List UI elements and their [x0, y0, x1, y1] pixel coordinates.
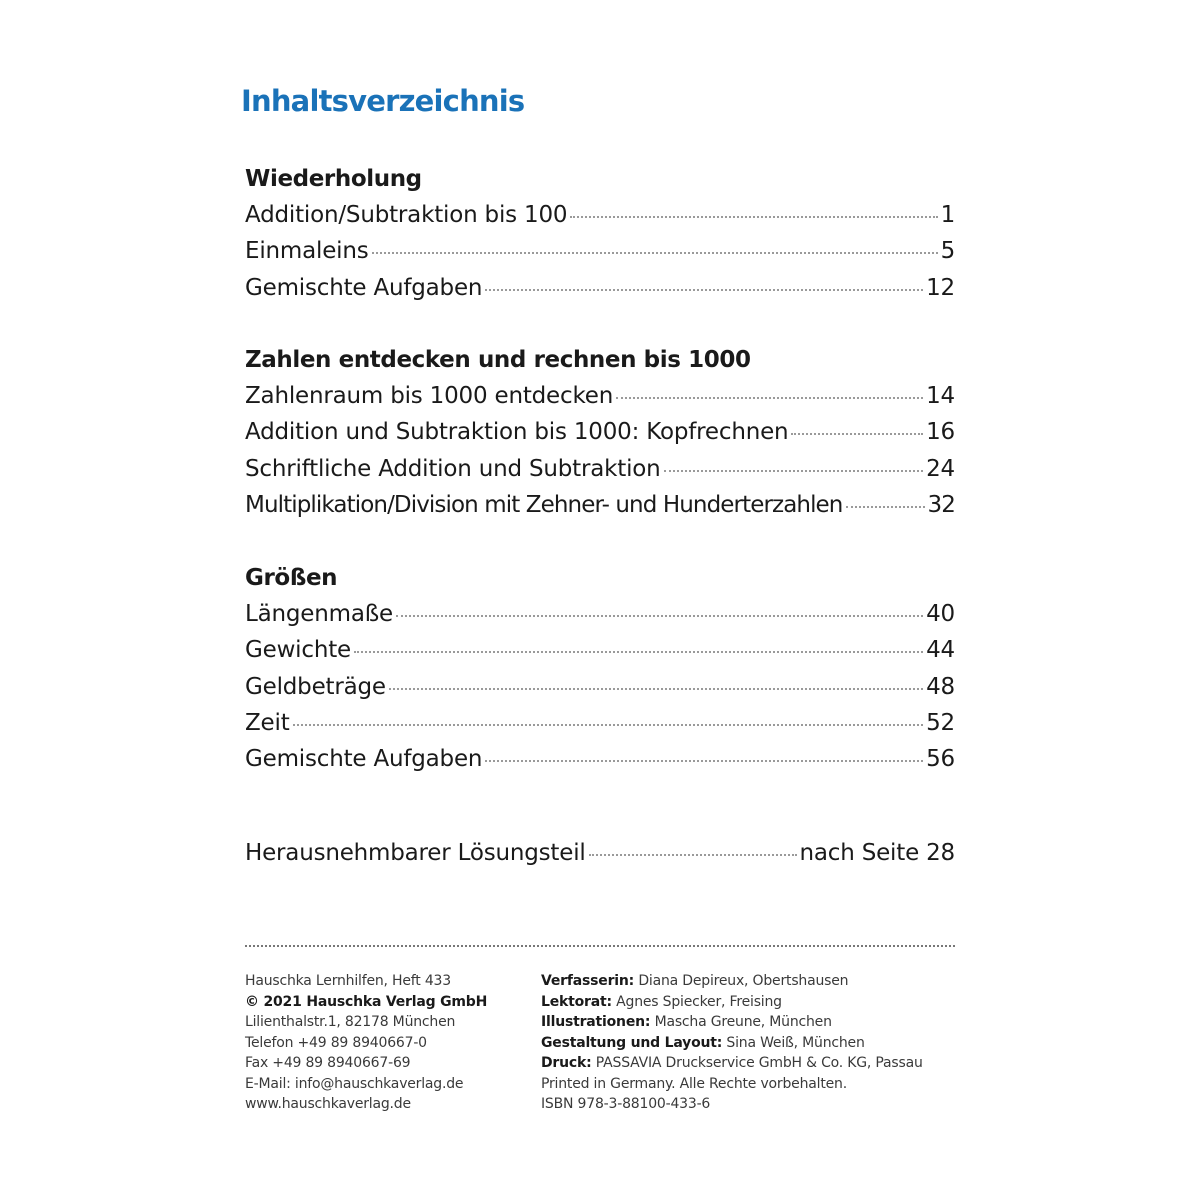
credit-value: Sina Weiß, München	[726, 1034, 865, 1051]
toc-entry[interactable]	[245, 378, 955, 414]
toc-page	[241, 0, 955, 1200]
dot-leader	[846, 506, 925, 508]
imprint-copyright: © 2021 Hauschka Verlag GmbH	[245, 993, 488, 1010]
dot-leader	[570, 216, 937, 218]
toc-entry-label: Addition/Subtraktion bis 100	[245, 202, 568, 228]
credit-value: Printed in Germany. Alle Rechte vorbehalten.	[541, 1075, 847, 1092]
imprint-fax: Fax +49 89 8940667-69	[245, 1055, 411, 1071]
dot-leader	[372, 252, 938, 254]
credit-key: Druck:	[541, 1055, 592, 1071]
credit-key: Lektorat:	[541, 993, 612, 1010]
toc-entry-page: 52	[926, 709, 955, 736]
toc-entry-page: 16	[926, 419, 955, 446]
dot-leader	[589, 854, 797, 856]
credit-line	[541, 1094, 923, 1115]
toc-entry-page: 48	[926, 673, 955, 700]
toc-entry[interactable]	[245, 451, 955, 487]
credit-line	[541, 1074, 923, 1095]
dot-leader	[616, 397, 923, 399]
toc-entry[interactable]	[245, 741, 955, 777]
toc-entry-page: 1	[940, 202, 955, 228]
toc-entry[interactable]	[245, 487, 955, 523]
credit-key: Illustrationen:	[541, 1014, 651, 1030]
toc-entry-label: Geldbeträge	[245, 673, 386, 700]
toc-entry-page: 44	[926, 637, 955, 664]
section-heading: Zahlen entdecken und rechnen bis 1000	[245, 347, 751, 373]
toc-entry-page: 14	[926, 383, 955, 409]
toc-entry-label: Herausnehmbarer Lösungsteil	[245, 840, 586, 866]
toc-section-zahlen	[245, 342, 955, 523]
imprint-phone: Telefon +49 89 8940667-0	[245, 1034, 427, 1051]
toc-entry-label: Schriftliche Addition und Subtraktion	[245, 455, 661, 482]
toc-entry-label: Gewichte	[245, 637, 351, 664]
toc-entry-page: nach Seite 28	[799, 840, 955, 866]
credit-line	[541, 1033, 923, 1054]
toc-entry-solutions[interactable]	[245, 835, 955, 871]
imprint-website[interactable]: www.hauschkaverlag.de	[245, 1096, 411, 1112]
credit-line	[541, 1053, 923, 1074]
dot-leader	[389, 688, 923, 690]
credit-value: Diana Depireux, Obertshausen	[638, 973, 849, 989]
toc-entry-page: 12	[926, 274, 955, 301]
toc-entry-label: Einmaleins	[245, 238, 369, 265]
dot-leader	[664, 470, 924, 472]
credit-line	[541, 1012, 923, 1033]
dot-leader	[791, 433, 923, 435]
credit-line	[541, 992, 923, 1013]
dot-leader	[485, 760, 923, 762]
toc-entry[interactable]	[245, 705, 955, 741]
toc-entry-page: 24	[926, 455, 955, 482]
toc-section-loesungen	[245, 835, 955, 871]
dot-leader	[485, 289, 923, 291]
toc-entry-page: 40	[926, 601, 955, 627]
imprint-credits	[541, 971, 923, 1115]
toc-entry[interactable]	[245, 632, 955, 668]
toc-entry-label: Längenmaße	[245, 601, 393, 627]
dotted-divider	[245, 945, 955, 947]
credit-value: Mascha Greune, München	[654, 1014, 832, 1030]
toc-entry-label: Gemischte Aufgaben	[245, 746, 483, 773]
dot-leader	[293, 724, 924, 726]
toc-section-wiederholung	[245, 161, 955, 306]
toc-entry[interactable]	[245, 596, 955, 632]
dot-leader	[396, 615, 923, 617]
section-heading: Größen	[245, 565, 338, 591]
credit-line	[541, 971, 923, 992]
section-heading: Wiederholung	[245, 166, 422, 192]
imprint-publisher	[245, 971, 487, 1115]
toc-entry[interactable]	[245, 197, 955, 233]
credit-isbn: ISBN 978-3-88100-433-6	[541, 1096, 711, 1112]
toc-entry-label: Gemischte Aufgaben	[245, 274, 483, 301]
credit-key: Gestaltung und Layout:	[541, 1034, 723, 1051]
imprint-line: Lilienthalstr.1, 82178 München	[245, 1014, 456, 1030]
imprint-email[interactable]: E-Mail: info@hauschkaverlag.de	[245, 1075, 464, 1092]
toc-entry-page: 5	[940, 238, 955, 265]
toc-section-groessen	[245, 560, 955, 777]
credit-key: Verfasserin:	[541, 973, 635, 989]
toc-entry-page: 32	[927, 491, 955, 518]
toc-entry-label: Multiplikation/Division mit Zehner- und Hunderterzahlen	[245, 491, 843, 518]
toc-entry[interactable]	[245, 669, 955, 705]
credit-value: PASSAVIA Druckservice GmbH & Co. KG, Passau	[595, 1055, 923, 1071]
toc-entry-label: Addition und Subtraktion bis 1000: Kopfrechnen	[245, 419, 789, 446]
credit-value: Agnes Spiecker, Freising	[616, 993, 782, 1010]
toc-entry[interactable]	[245, 270, 955, 306]
imprint-line: Hauschka Lernhilfen, Heft 433	[245, 973, 451, 989]
toc-entry[interactable]	[245, 233, 955, 269]
toc-entry[interactable]	[245, 414, 955, 450]
toc-entry-label: Zahlenraum bis 1000 entdecken	[245, 383, 614, 409]
page-title: Inhaltsverzeichnis	[241, 84, 525, 118]
toc-entry-page: 56	[926, 746, 955, 773]
dot-leader	[354, 651, 923, 653]
toc-entry-label: Zeit	[245, 709, 290, 736]
